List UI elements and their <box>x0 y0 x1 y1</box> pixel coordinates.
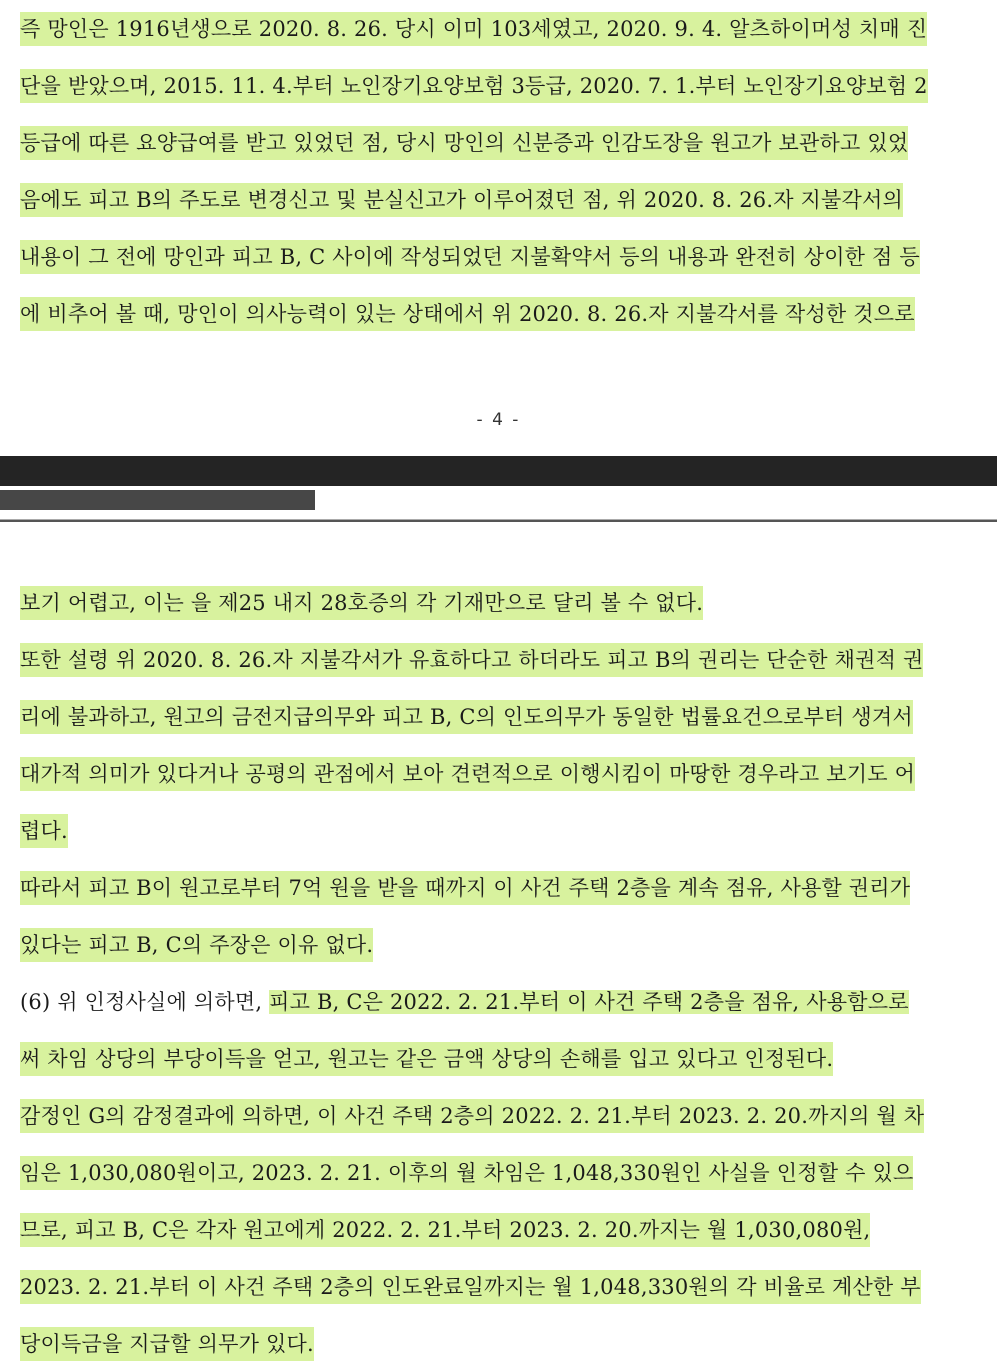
text-line: 대가적 의미가 있다거나 공평의 관점에서 보아 견련적으로 이행시킴이 마땅한 경우라고 보기도 어 <box>20 757 915 791</box>
text-line: 등급에 따른 요양급여를 받고 있었던 점, 당시 망인의 신분증과 인감도장을 원고가 보관하고 있었 <box>20 126 908 160</box>
text-line: 즉 망인은 1916년생으로 2020. 8. 26. 당시 이미 103세였고, 2020. 9. 4. 알츠하이머성 치매 진 <box>20 12 927 46</box>
page-number: - 4 - <box>476 410 521 430</box>
text-line: 따라서 피고 B이 원고로부터 7억 원을 받을 때까지 이 사건 주택 2층을 계속 점유, 사용할 권리가 <box>20 871 910 905</box>
para6-prefix: (6) 위 인정사실에 의하면, <box>20 990 270 1014</box>
text-line: 있다는 피고 B, C의 주장은 이유 없다. <box>20 928 373 962</box>
text-line: 내용이 그 전에 망인과 피고 B, C 사이에 작성되었던 지불확약서 등의 내용과 완전히 상이한 점 등 <box>20 240 920 274</box>
text-line: 2023. 2. 21.부터 이 사건 주택 2층의 인도완료일까지는 월 1,048,330원의 각 비율로 계산한 부 <box>20 1270 921 1304</box>
text-line: 보기 어렵고, 이는 을 제25 내지 28호증의 각 기재만으로 달리 볼 수 없다. <box>20 586 703 620</box>
text-line: 리에 불과하고, 원고의 금전지급의무와 피고 B, C의 인도의무가 동일한 법률요건으로부터 생겨서 <box>20 700 913 734</box>
text-line: 렵다. <box>20 814 68 848</box>
para6-highlighted: 피고 B, C은 2022. 2. 21.부터 이 사건 주택 2층을 점유, 사용함으로 <box>269 990 909 1014</box>
text-line: 에 비추어 볼 때, 망인이 의사능력이 있는 상태에서 위 2020. 8. 26.자 지불각서를 작성한 것으로 <box>20 297 915 331</box>
text-line: 단을 받았으며, 2015. 11. 4.부터 노인장기요양보험 3등급, 2020. 7. 1.부터 노인장기요양보험 2 <box>20 69 928 103</box>
text-line: 임은 1,030,080원이고, 2023. 2. 21. 이후의 월 차임은 1,048,330원인 사실을 인정할 수 있으 <box>20 1156 913 1190</box>
text-line: 감정인 G의 감정결과에 의하면, 이 사건 주택 2층의 2022. 2. 21.부터 2023. 2. 20.까지의 월 차 <box>20 1099 924 1133</box>
text-line: 써 차임 상당의 부당이득을 얻고, 원고는 같은 금액 상당의 손해를 입고 있다고 인정된다. <box>20 1042 833 1076</box>
text-line: 음에도 피고 B의 주도로 변경신고 및 분실신고가 이루어졌던 점, 위 2020. 8. 26.자 지불각서의 <box>20 183 903 217</box>
text-line: 당이득금을 지급할 의무가 있다. <box>20 1327 314 1361</box>
text-line: 또한 설령 위 2020. 8. 26.자 지불각서가 유효하다고 하더라도 피고 B의 권리는 단순한 채권적 권 <box>20 643 923 677</box>
text-line: 므로, 피고 B, C은 각자 원고에게 2022. 2. 21.부터 2023. 2. 20.까지는 월 1,030,080원, <box>20 1213 870 1247</box>
paragraph-6-line <box>20 985 909 1019</box>
